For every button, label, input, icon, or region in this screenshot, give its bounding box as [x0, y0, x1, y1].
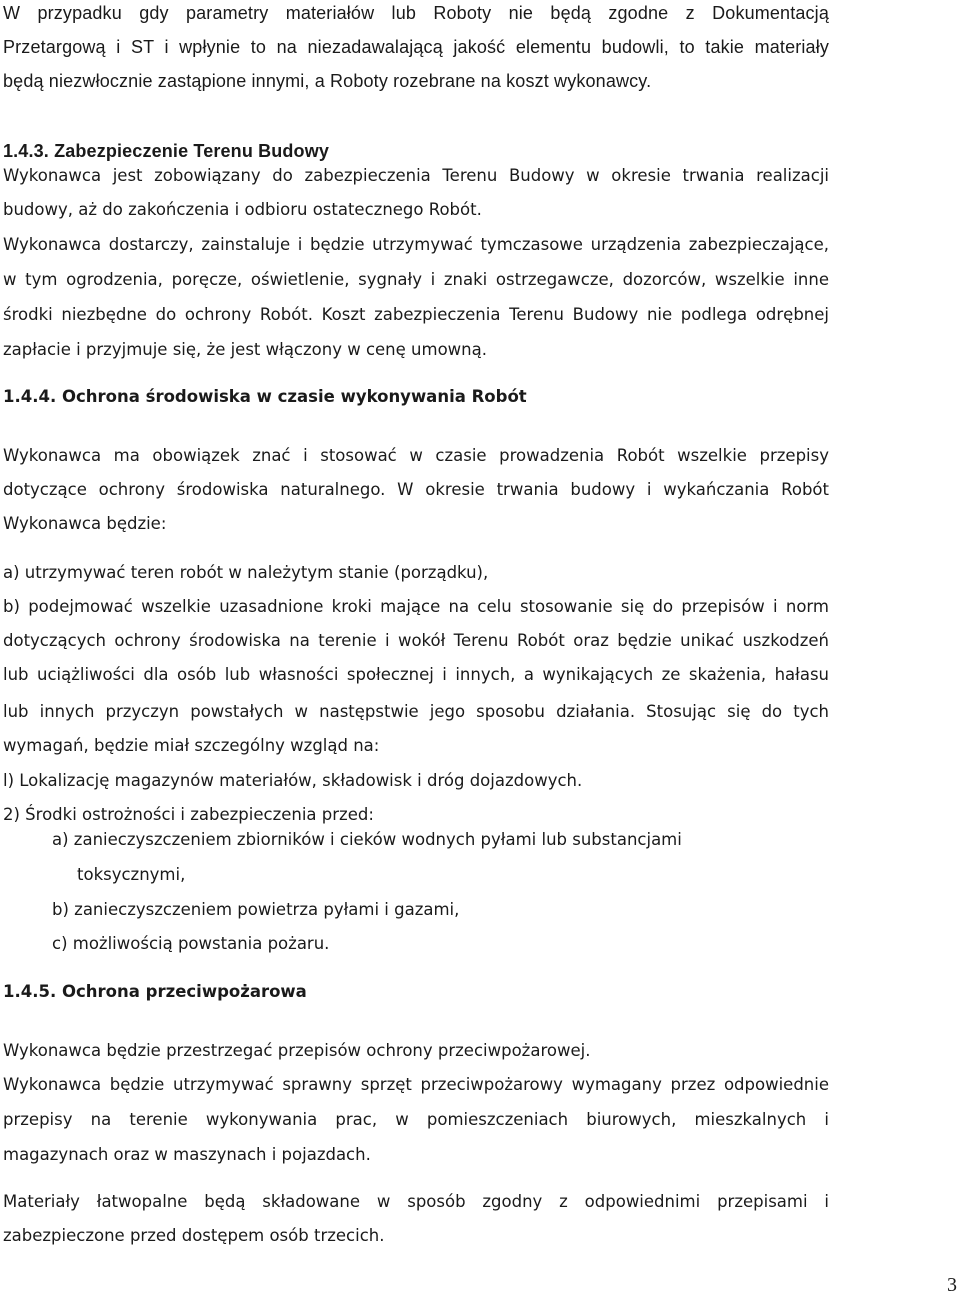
section-1-4-3-heading: 1.4.3. Zabezpieczenie Terenu Budowy — [3, 141, 330, 161]
page-number: 3 — [947, 1274, 957, 1296]
s144-p1-line-1: Wykonawca ma obowiązek znać i stosować w czasie prowadzenia Robót wszelkie przepisy — [3, 446, 829, 465]
s144-item-b-line-1: b) podejmować wszelkie uzasadnione kroki mające na celu stosowanie się do przepisów i norm — [3, 597, 829, 616]
s145-p2-line-1: Wykonawca będzie utrzymywać sprawny sprzęt przeciwpożarowy wymagany przez odpowiednie — [3, 1075, 829, 1094]
s144-sub-a-line-1: a) zanieczyszczeniem zbiorników i cieków wodnych pyłami lub substancjami — [52, 830, 682, 849]
s144-item-1: l) Lokalizację magazynów materiałów, składowisk i dróg dojazdowych. — [3, 771, 583, 790]
s143-p2-line-3: środki niezbędne do ochrony Robót. Koszt zabezpieczenia Terenu Budowy nie podlega odrębnej — [3, 305, 829, 324]
s144-sub-a-line-2: toksycznymi, — [77, 865, 186, 884]
s145-p2-line-3: magazynach oraz w maszynach i pojazdach. — [3, 1145, 371, 1164]
intro-line-2: Przetargową i ST i wpłynie to na niezadawalającą jakość elementu budowli, to takie materiały — [3, 37, 829, 57]
s144-item-2: 2) Środki ostrożności i zabezpieczenia przed: — [3, 805, 374, 824]
s143-p1-line-2: budowy, aż do zakończenia i odbioru ostatecznego Robót. — [3, 200, 482, 219]
section-1-4-4-heading: 1.4.4. Ochrona środowiska w czasie wykonywania Robót — [3, 387, 527, 406]
s144-item-b-line-2: dotyczących ochrony środowiska na terenie i wokół Terenu Robót oraz będzie unikać uszkodzeń — [3, 631, 829, 650]
s143-p1-line-1: Wykonawca jest zobowiązany do zabezpieczenia Terenu Budowy w okresie trwania realizacji — [3, 166, 829, 185]
intro-line-3: będą niezwłocznie zastąpione innymi, a Roboty rozebrane na koszt wykonawcy. — [3, 71, 652, 91]
s145-p3-line-2: zabezpieczone przed dostępem osób trzecich. — [3, 1226, 385, 1245]
s145-p2-line-2: przepisy na terenie wykonywania prac, w pomieszczeniach biurowych, mieszkalnych i — [3, 1110, 829, 1129]
s143-p2-line-2: w tym ogrodzenia, poręcze, oświetlenie, sygnały i znaki ostrzegawcze, dozorców, wszelkie inne — [3, 270, 829, 289]
s145-p3-line-1: Materiały łatwopalne będą składowane w sposób zgodny z odpowiednimi przepisami i — [3, 1192, 829, 1211]
s144-item-b-line-4: lub innych przyczyn powstałych w następstwie jego sposobu działania. Stosując się do tych — [3, 702, 829, 721]
s143-p2-line-4: zapłacie i przyjmuje się, że jest włączony w cenę umowną. — [3, 340, 487, 359]
intro-line-1: W przypadku gdy parametry materiałów lub Roboty nie będą zgodne z Dokumentacją — [3, 3, 829, 23]
s143-p2-line-1: Wykonawca dostarczy, zainstaluje i będzie utrzymywać tymczasowe urządzenia zabezpieczające, — [3, 235, 829, 254]
s145-p1: Wykonawca będzie przestrzegać przepisów ochrony przeciwpożarowej. — [3, 1041, 591, 1060]
s144-p1-line-2: dotyczące ochrony środowiska naturalnego. W okresie trwania budowy i wykańczania Robót — [3, 480, 829, 499]
s144-item-b-line-5: wymagań, będzie miał szczególny wzgląd na: — [3, 736, 380, 755]
s144-sub-b: b) zanieczyszczeniem powietrza pyłami i gazami, — [52, 900, 460, 919]
s144-item-a: a) utrzymywać teren robót w należytym stanie (porządku), — [3, 563, 489, 582]
s144-p1-line-3: Wykonawca będzie: — [3, 514, 167, 533]
section-1-4-5-heading: 1.4.5. Ochrona przeciwpożarowa — [3, 982, 307, 1001]
s144-sub-c: c) możliwością powstania pożaru. — [52, 934, 330, 953]
s144-item-b-line-3: lub uciążliwości dla osób lub własności społecznej i innych, a wynikających ze skażenia, hałasu — [3, 665, 829, 684]
